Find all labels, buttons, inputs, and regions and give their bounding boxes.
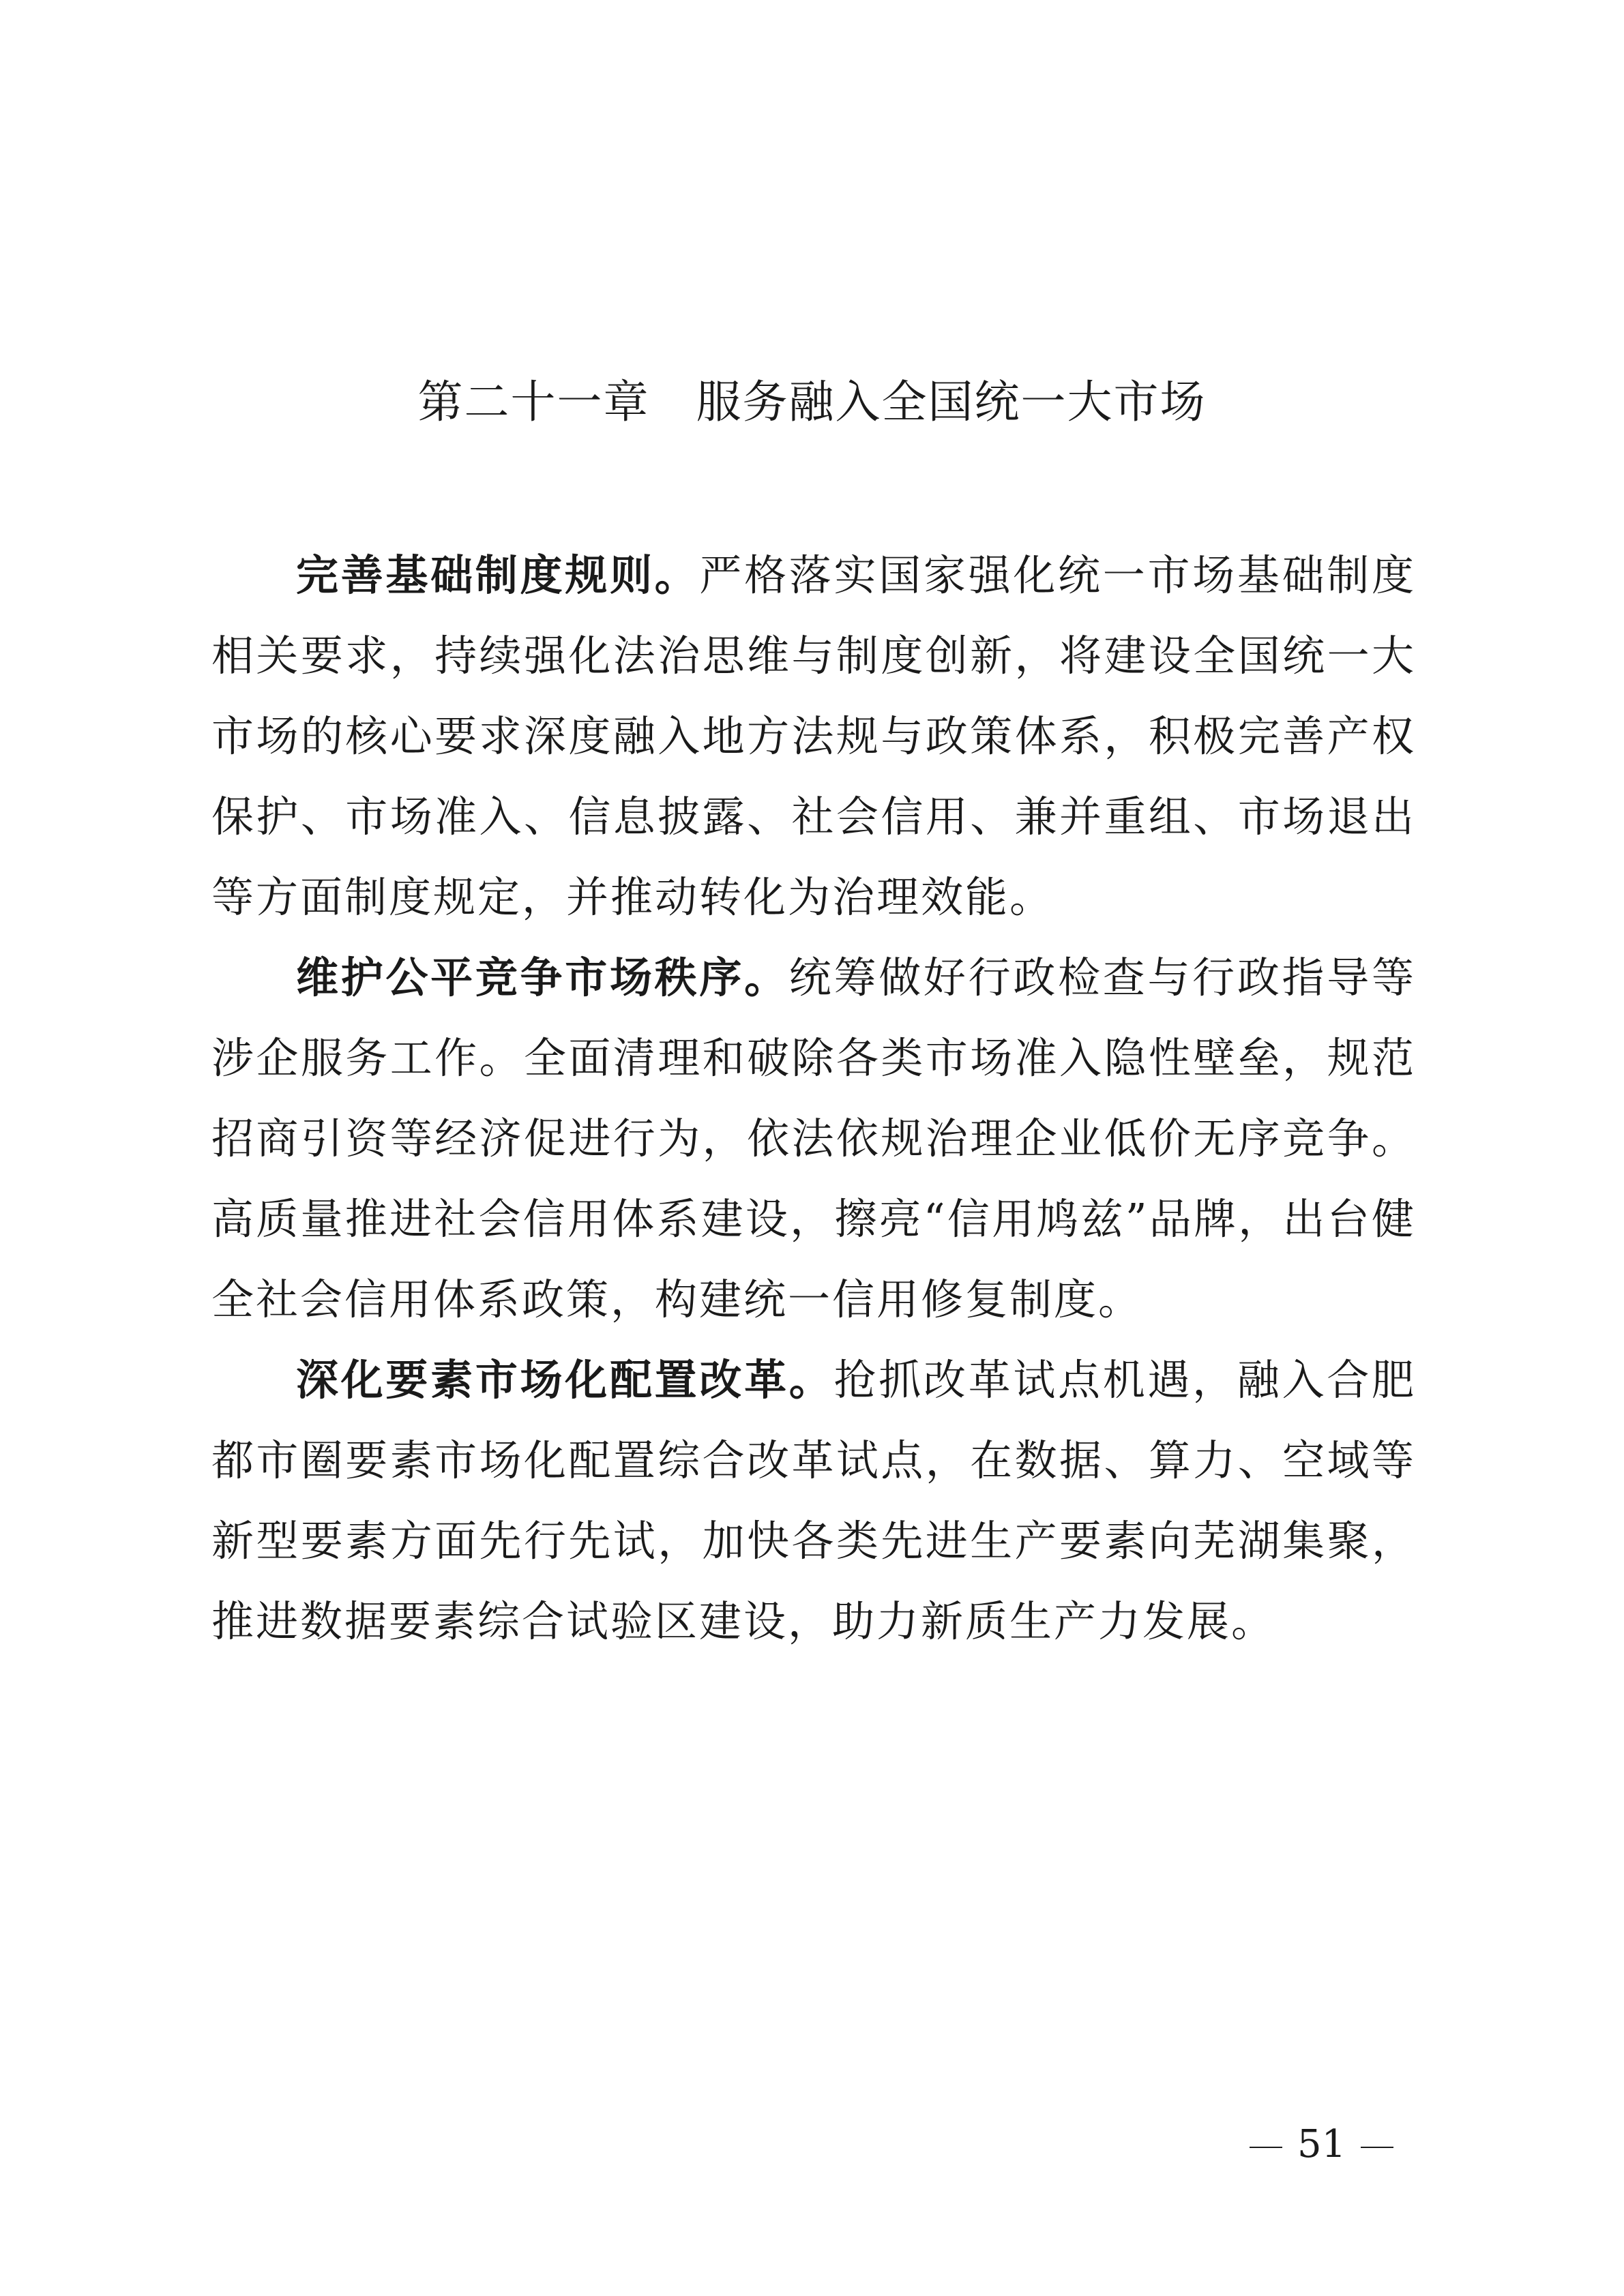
paragraph-lead: 完善基础制度规则。 (296, 550, 700, 600)
chapter-title: 第二十一章 服务融入全国统一大市场 (417, 376, 1207, 428)
paragraph-basic-rules (211, 535, 1416, 938)
paragraph-text: 严格落实国家强化统一市场基础制度相关要求，持续强化法治思维与制度创新，将建设全国统一大市场的核心要求深度融入地方法规与政策体系，积极完善产权保护、市场准入、信息披露、社会信用、兼并重组、市场退出等方面制度规定，并推动转化为治理效能。 (211, 550, 1416, 922)
paragraph-lead: 维护公平竞争市场秩序。 (296, 953, 789, 1002)
page-number-value: 51 (1297, 2122, 1346, 2166)
paragraph-text: 抢抓改革试点机遇，融入合肥都市圈要素市场化配置综合改革试点，在数据、算力、空域等新型要素方面先行先试，加快各类先进生产要素向芜湖集聚，推进数据要素综合试验区建设，助力新质生产力发展。 (211, 1355, 1416, 1646)
paragraph-text: 统筹做好行政检查与行政指导等涉企服务工作。全面清理和破除各类市场准入隐性壁垒，规范招商引资等经济促进行为，依法依规治理企业低价无序竞争。高质量推进社会信用体系建设，擦亮“信用鸠兹”品牌，出台健全社会信用体系政策，构建统一信用修复制度。 (211, 953, 1416, 1324)
page-number-right-dash (1361, 2147, 1393, 2148)
paragraph-fair-competition (211, 938, 1416, 1340)
paragraph-factor-reform (211, 1340, 1416, 1662)
paragraph-lead: 深化要素市场化配置改革。 (296, 1355, 834, 1405)
page-number (1235, 2121, 1408, 2168)
page-number-left-dash (1250, 2147, 1282, 2148)
body-text (211, 535, 1416, 1662)
